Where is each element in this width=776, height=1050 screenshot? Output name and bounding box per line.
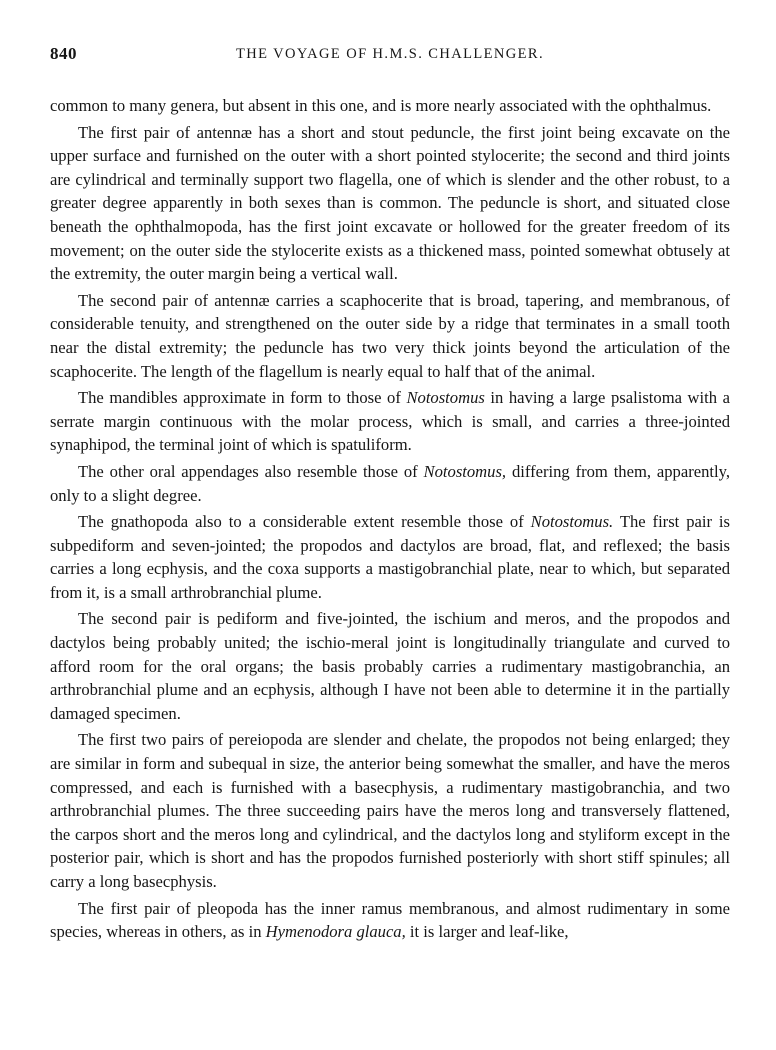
body-text [50,94,730,944]
running-head [50,44,730,72]
paragraph [50,510,730,604]
species-name: Hymenodora glauca, [265,922,406,942]
paragraph-text: The gnathopoda also to a considerable extent resemble those of [78,512,531,532]
paragraph-text: The other oral appendages also resemble those of [78,461,424,481]
paragraph [50,460,730,507]
paragraph-text: common to many genera, but absent in this one, and is more nearly associated with the ophthalmus. [50,96,712,115]
paragraph-text: The first two pairs of pereiopoda are slender and chelate, the propodos not being enlarged; they are similar in form and subequal in size, the anterior being somewhat the smaller, and have the meros compressed, and each is furnished with a basecphysis, a rudimentary mastigobranchia, and two arthrobranchial plumes. The three succeeding pairs have the meros long and transversely flattened, the carpos short and the meros long and cylindrical, and the dactylos long and styliform except in the posterior pair, which is short and has the propodos furnished posteriorly with short stiff spinules; all carry a long basecphysis. [50,730,730,891]
genus-name: Notostomus, [423,461,507,481]
paragraph [50,289,730,383]
paragraph-text: The mandibles approximate in form to those of [78,388,407,408]
running-title: THE VOYAGE OF H.M.S. CHALLENGER. [236,46,544,62]
paragraph-text: The first pair of antennæ has a short and stout peduncle, the first joint being excavate on the upper surface and furnished on the outer with a short pointed stylocerite; the second and third joints are cylindrical and terminally support two flagella, one of which is slender and the other robust, to a greater degree apparently in both sexes than is common. The peduncle is short, and situated close beneath the ophthalmopoda, has the first joint excavate or hollowed for the greater freedom of its movement; on the outer side the stylocerite exists as a thickened mass, pointed somewhat obtusely at the extremity, the outer margin being a vertical wall. [50,122,730,284]
paragraph-text: it is larger and leaf-like, [405,922,569,942]
paragraph [50,607,730,725]
paragraph-text: The first pair is subpediform and seven-jointed; the propodos and dactylos are broad, flat, and reflexed; the basis carries a long ecphysis, and the coxa supports a mastigobranchial plate, near to which, but separated from it, is a small arthrobranchial plume. [50,512,730,602]
paragraph-text: The first pair of pleopoda has the inner ramus membranous, and almost rudimentary in some species, whereas in others, as in [50,898,730,942]
paragraph-text: The second pair of antennæ carries a scaphocerite that is broad, tapering, and membranous, of considerable tenuity, and strengthened on the outer side by a ridge that terminates in a small tooth near the distal extremity; the peduncle has two very thick joints beyond the articulation of the scaphocerite. The length of the flagellum is nearly equal to half that of the animal. [50,290,730,381]
paragraph-text: in having a large psalistoma with a serrate margin continuous with the molar process, which is small, and carries a three-jointed synaphipod, the terminal joint of which is spatuliform. [50,388,730,455]
page-number: 840 [50,44,77,63]
paragraph [50,121,730,286]
paragraph-text: differing from them, apparently, only to a slight degree. [50,461,730,505]
genus-name: Notostomus [406,388,485,408]
paragraph-text: The second pair is pediform and five-jointed, the ischium and meros, and the propodos and dactylos being probably united; the ischio-meral joint is longitudinally triangulate and curved to afford room for the oral organs; the basis probably carries a rudimentary mastigobranchia, an arthrobranchial plume and an ecphysis, although I have not been able to determine it in the partially damaged specimen. [50,609,730,723]
paragraph [50,94,730,118]
paragraph [50,386,730,457]
genus-name: Notostomus. [530,512,614,532]
paragraph [50,728,730,893]
paragraph [50,897,730,944]
